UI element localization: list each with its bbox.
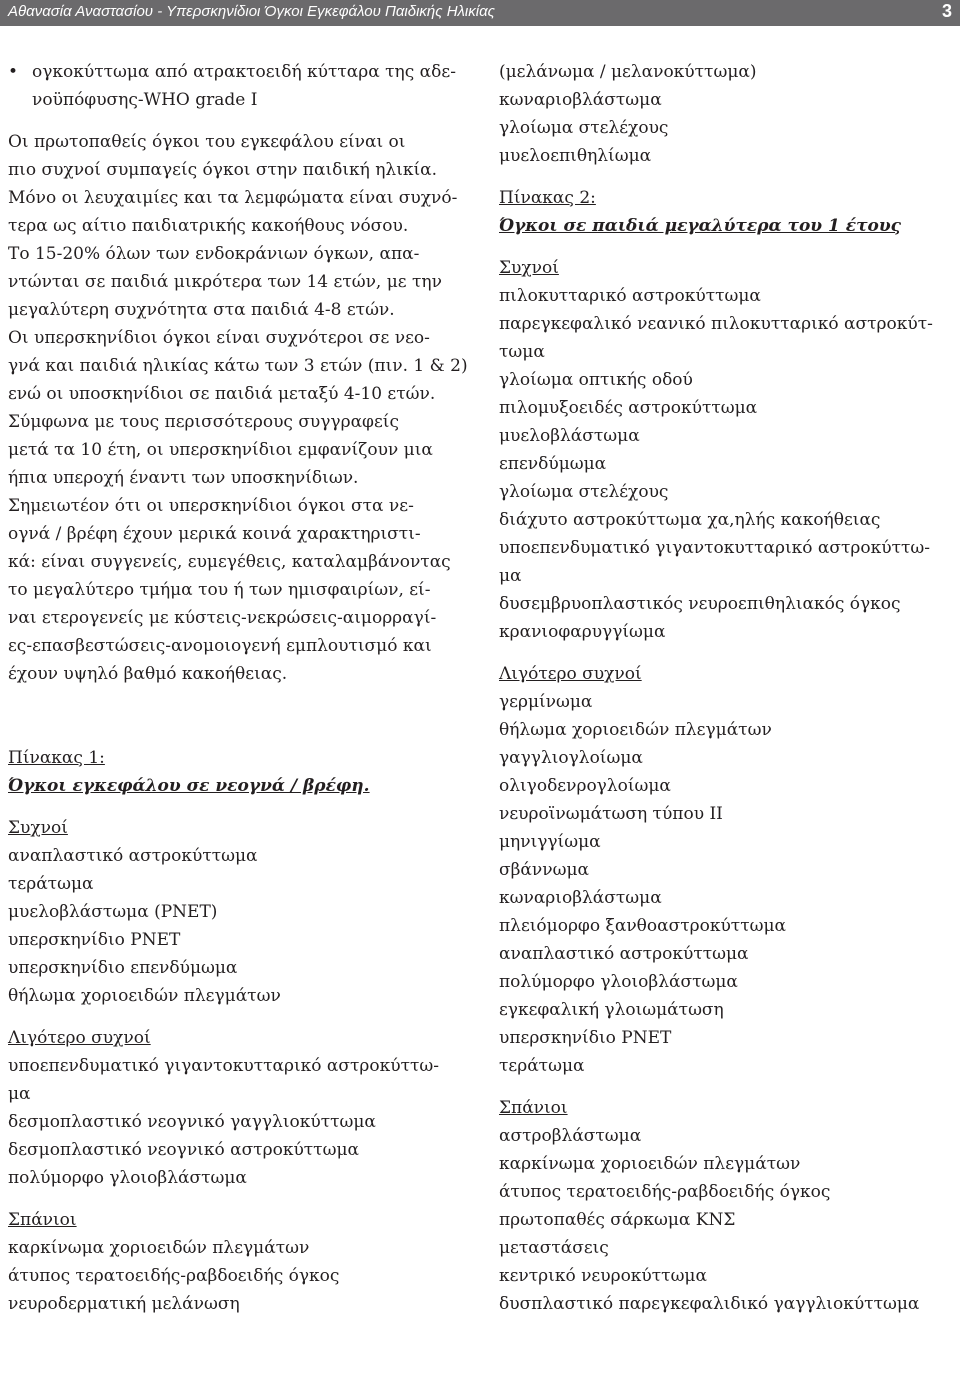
list-item: γλοίωμα στελέχους	[499, 482, 669, 502]
text-line: πιο συχνοί συμπαγείς όγκοι στην παιδική ηλικία.	[8, 160, 438, 180]
list-item: δεσμοπλαστικό νεογνικό αστροκύττωμα	[8, 1140, 359, 1160]
rare-list	[8, 1234, 466, 1318]
list-item: εγκεφαλική γλοιωμάτωση	[499, 1000, 724, 1020]
running-header	[0, 0, 960, 26]
text-line: Οι υπερσκηνίδιοι όγκοι είναι συχνότεροι σε νεο-	[8, 328, 430, 348]
text-line: το μεγαλύτερο τμήμα του ή των ημισφαιρίων, εί-	[8, 580, 431, 600]
list-item: δυσεμβρυοπλαστικός νευροεπιθηλιακός όγκος	[499, 594, 901, 614]
list-item: τεράτωμα	[499, 1056, 585, 1076]
text-line: γνά και παιδιά ηλικίας κάτω των 3 ετών (πιν. 1 & 2)	[8, 356, 468, 376]
list-item: υπερσκηνίδιο επενδύμωμα	[8, 958, 238, 978]
list-item: κωναριοβλάστωμα	[499, 90, 662, 110]
less-frequent-list	[8, 1052, 466, 1192]
list-item: γερμίνωμα	[499, 692, 593, 712]
list-item: δυσπλαστικό παρεγκεφαλιδικό γαγγλιοκύττωμα	[499, 1294, 920, 1314]
list-item: πολύμορφο γλοιοβλάστωμα	[499, 972, 738, 992]
list-item: μεταστάσεις	[499, 1238, 609, 1258]
list-item: παρεγκεφαλικό νεανικό πιλοκυτταρικό αστροκύτ-	[499, 314, 933, 334]
list-item: τωμα	[499, 342, 545, 362]
text-line: ογκοκύττωμα από ατρακτοειδή κύτταρα της αδε-	[32, 62, 456, 82]
text-line: Μόνο οι λευχαιμίες και τα λεμφώματα είναι συχνό-	[8, 188, 458, 208]
right-column	[499, 58, 954, 1318]
list-item: δεσμοπλαστικό νεογνικό γαγγλιοκύττωμα	[8, 1112, 376, 1132]
list-item: γαγγλιογλοίωμα	[499, 748, 643, 768]
list-item: πολύμορφο γλοιοβλάστωμα	[8, 1168, 247, 1188]
table2-label: Πίνακας 2:	[499, 188, 596, 208]
running-title: Αθανασία Αναστασίου - Υπερσκηνίδιοι Όγκοι Εγκεφάλου Παιδικής Ηλικίας	[8, 3, 495, 20]
text-line: νοϋπόφυσης-WHO grade I	[32, 90, 258, 110]
list-item: μυελοβλάστωμα	[499, 426, 640, 446]
text-line: ντώνται σε παιδιά μικρότερα των 14 ετών, με την	[8, 272, 442, 292]
list-item: πρωτοπαθές σάρκωμα ΚΝΣ	[499, 1210, 736, 1230]
text-line: Οι πρωτοπαθείς όγκοι του εγκεφάλου είναι οι	[8, 132, 406, 152]
bullet-icon: •	[8, 62, 19, 82]
list-item: (μελάνωμα / μελανοκύττωμα)	[499, 62, 757, 82]
rare-heading: Σπάνιοι	[499, 1098, 568, 1118]
frequent-heading: Συχνοί	[499, 258, 559, 278]
list-item: άτυπος τερατοειδής-ραβδοειδής όγκος	[8, 1266, 340, 1286]
text-line: ήπια υπεροχή έναντι των υποσκηνίδιων.	[8, 468, 359, 488]
list-item: πιλοκυτταρικό αστροκύττωμα	[499, 286, 761, 306]
list-item: γλοίωμα οπτικής οδού	[499, 370, 693, 390]
list-item: κεντρικό νευροκύττωμα	[499, 1266, 707, 1286]
list-item: αναπλαστικό αστροκύττωμα	[499, 944, 749, 964]
frequent-list	[8, 842, 466, 1010]
list-item: καρκίνωμα χοριοειδών πλεγμάτων	[499, 1154, 801, 1174]
table2-title: Όγκοι σε παιδιά μεγαλύτερα του 1 έτους	[499, 216, 901, 236]
list-item: υποεπενδυματικό γιγαντοκυτταρικό αστροκύττω-	[8, 1056, 440, 1076]
list-item: θήλωμα χοριοειδών πλεγμάτων	[499, 720, 772, 740]
list-item: υποεπενδυματικό γιγαντοκυτταρικό αστροκύττω-	[499, 538, 931, 558]
left-column	[8, 58, 466, 1318]
less-frequent-heading: Λιγότερο συχνοί	[8, 1028, 151, 1048]
list-item: τεράτωμα	[8, 874, 94, 894]
list-item: μυελοβλάστωμα (PNET)	[8, 902, 218, 922]
list-item: ολιγοδενρογλοίωμα	[499, 776, 671, 796]
list-item: νευροϊνωμάτωση τύπου ΙΙ	[499, 804, 723, 824]
list-item: θήλωμα χοριοειδών πλεγμάτων	[8, 986, 281, 1006]
text-line: κά: είναι συγγενείς, ευμεγέθεις, καταλαμβάνοντας	[8, 552, 451, 572]
list-item: αναπλαστικό αστροκύττωμα	[8, 846, 258, 866]
less-frequent-heading: Λιγότερο συχνοί	[499, 664, 642, 684]
page-number: 3	[941, 1, 952, 21]
text-line: ογνά / βρέφη έχουν μερικά κοινά χαρακτηριστι-	[8, 524, 421, 544]
text-line: μεγαλύτερη συχνότητα στα παιδιά 4-8 ετών.	[8, 300, 395, 320]
list-item: γλοίωμα στελέχους	[499, 118, 669, 138]
list-item: διάχυτο αστροκύττωμα χα,ηλής κακοήθειας	[499, 510, 881, 530]
list-item: επενδύμωμα	[499, 454, 607, 474]
list-item: μηνιγγίωμα	[499, 832, 601, 852]
text-line: μετά τα 10 έτη, οι υπερσκηνίδιοι εμφανίζουν μια	[8, 440, 433, 460]
text-line: Σύμφωνα με τους περισσότερους συγγραφείς	[8, 412, 399, 432]
list-item: άτυπος τερατοειδής-ραβδοειδής όγκος	[499, 1182, 831, 1202]
list-item: κωναριοβλάστωμα	[499, 888, 662, 908]
list-item: υπερσκηνίδιο PNET	[8, 930, 181, 950]
list-item: καρκίνωμα χοριοειδών πλεγμάτων	[8, 1238, 310, 1258]
rare-heading: Σπάνιοι	[8, 1210, 77, 1230]
text-line: έχουν υψηλό βαθμό κακοήθειας.	[8, 664, 288, 684]
text-line: ναι ετερογενείς με κύστεις-νεκρώσεις-αιμορραγί-	[8, 608, 437, 628]
bullet-item	[8, 58, 466, 114]
body-paragraph	[8, 128, 466, 688]
table1-label: Πίνακας 1:	[8, 748, 105, 768]
list-item: κρανιοφαρυγγίωμα	[499, 622, 666, 642]
frequent-list	[499, 282, 954, 646]
text-line: Σημειωτέον ότι οι υπερσκηνίδιοι όγκοι στα νε-	[8, 496, 414, 516]
rare-list	[499, 1122, 954, 1318]
list-item: αστροβλάστωμα	[499, 1126, 642, 1146]
text-line: Το 15-20% όλων των ενδοκράνιων όγκων, απα-	[8, 244, 420, 264]
list-item: μα	[499, 566, 522, 586]
text-line: ες-επασβεστώσεις-ανομοιογενή εμπλουτισμό και	[8, 636, 432, 656]
continued-list	[499, 58, 954, 170]
list-item: νευροδερματική μελάνωση	[8, 1294, 240, 1314]
list-item: σβάννωμα	[499, 860, 589, 880]
less-frequent-list	[499, 688, 954, 1080]
list-item: μυελοεπιθηλίωμα	[499, 146, 652, 166]
text-line: ενώ οι υποσκηνίδιοι σε παιδιά μεταξύ 4-10 ετών.	[8, 384, 436, 404]
list-item: πλειόμορφο ξανθοαστροκύττωμα	[499, 916, 786, 936]
list-item: μα	[8, 1084, 31, 1104]
frequent-heading: Συχνοί	[8, 818, 68, 838]
text-line: τερα ως αίτιο παιδιατρικής κακοήθους νόσου.	[8, 216, 409, 236]
list-item: πιλομυξοειδές αστροκύττωμα	[499, 398, 758, 418]
list-item: υπερσκηνίδιο PNET	[499, 1028, 672, 1048]
table1-title: Όγκοι εγκεφάλου σε νεογνά / βρέφη.	[8, 776, 370, 796]
